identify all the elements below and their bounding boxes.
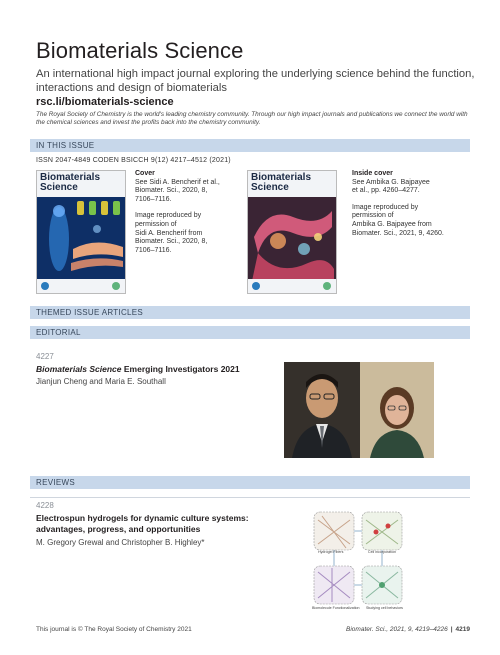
inside-cover-image[interactable] [247,170,337,294]
cover-line1: See Sidi A. Bencherif et al., [135,178,220,186]
inside-cover-line1: See Ambika G. Bajpayee [352,178,430,186]
issn-line: ISSN 2047-4849 CODEN BSICCH 9(12) 4217–4512 (2021) [36,157,231,164]
cover-illustration [37,197,126,281]
cover-footer [37,279,125,293]
cover-repro3: Sidi A. Bencherif from [135,229,203,237]
footer-page-number: 4219 [455,626,470,633]
inside-cover-repro4: Biomater. Sci., 2021, 9, 4260. [352,229,444,237]
inside-cover-caption [352,170,464,238]
cover-line3: 7106–7116. [135,195,172,203]
rsc-logo-icon [41,282,49,290]
cover-image[interactable] [36,170,126,294]
footer-citation: Biomater. Sci., 2021, 9, 4219–4226 | 4219 [346,626,470,633]
cover-repro1: Image reproduced by [135,212,202,220]
review-authors: M. Gregory Grewal and Christopher B. Highley* [36,538,205,547]
author-photo-1 [284,362,360,458]
journal-url[interactable]: rsc.li/biomaterials-science [36,96,174,108]
diagram-label-4: Studying cell behaviors [366,606,403,610]
review-page-number: 4228 [36,501,54,510]
editorial-bar: EDITORIAL [30,326,470,339]
partner-logo-icon [112,282,120,290]
diagram-label-2: Cell incorporation [368,550,396,554]
editorial-title[interactable] [36,364,240,374]
footer-citation-text: Biomater. Sci., 2021, 9, 4219–4226 [346,626,448,633]
rsc-note: The Royal Society of Chemistry is the world's leading chemistry community. Through our high impact journals and publications we connect the world with the chemical sciences and invest the profits back into the chemistry community. [36,111,468,127]
diagram-label-1: Hydrogel Fibers [318,550,344,554]
editorial-title-rest: Emerging Investigators 2021 [121,364,240,374]
inside-cover-repro1: Image reproduced by [352,203,419,211]
reviews-bar: REVIEWS [30,476,470,489]
cover-repro2: permission of [135,220,177,228]
divider-line [30,497,470,498]
cover-caption [135,170,240,255]
partner-logo-icon-2 [323,282,331,290]
diagram-label-3: Biomolecule Functionalization [312,606,360,610]
inside-cover-footer [248,279,336,293]
review-title[interactable]: Electrospun hydrogels for dynamic culture systems: advantages, progress, and opportunities [36,513,249,534]
in-this-issue-bar: IN THIS ISSUE [30,139,470,152]
editorial-authors: Jianjun Cheng and Maria E. Southall [36,377,166,386]
rsc-logo-icon-2 [252,282,260,290]
inside-cover-line2: et al., pp. 4260–4277. [352,187,420,195]
cover-journal-title: Biomaterials Science [40,172,101,193]
review-diagram [312,510,404,614]
inside-cover-header [248,171,336,197]
inside-cover-repro2: permission of [352,212,394,220]
cover-repro5: 7106–7116. [135,246,172,254]
cover-header [37,171,125,197]
cover-label: Cover [135,170,155,177]
journal-title: Biomaterials Science [36,38,244,63]
cover-line2: Biomater. Sci., 2020, 8, [135,187,208,195]
inside-cover-journal-title: Biomaterials Science [251,172,312,193]
author-photo-2 [360,362,434,458]
inside-cover-illustration [248,197,337,281]
editorial-title-italic: Biomaterials Science [36,364,122,374]
cover-repro4: Biomater. Sci., 2020, 8, [135,238,208,246]
footer-copyright: This journal is © The Royal Society of Chemistry 2021 [36,626,192,633]
inside-cover-label: Inside cover [352,170,393,177]
editorial-page-number: 4227 [36,352,54,361]
inside-cover-repro3: Ambika G. Bajpayee from [352,220,432,228]
themed-issue-bar: THEMED ISSUE ARTICLES [30,306,470,319]
journal-subtitle: An international high impact journal exploring the underlying science behind the function, interactions and design of biomaterials [36,68,475,94]
